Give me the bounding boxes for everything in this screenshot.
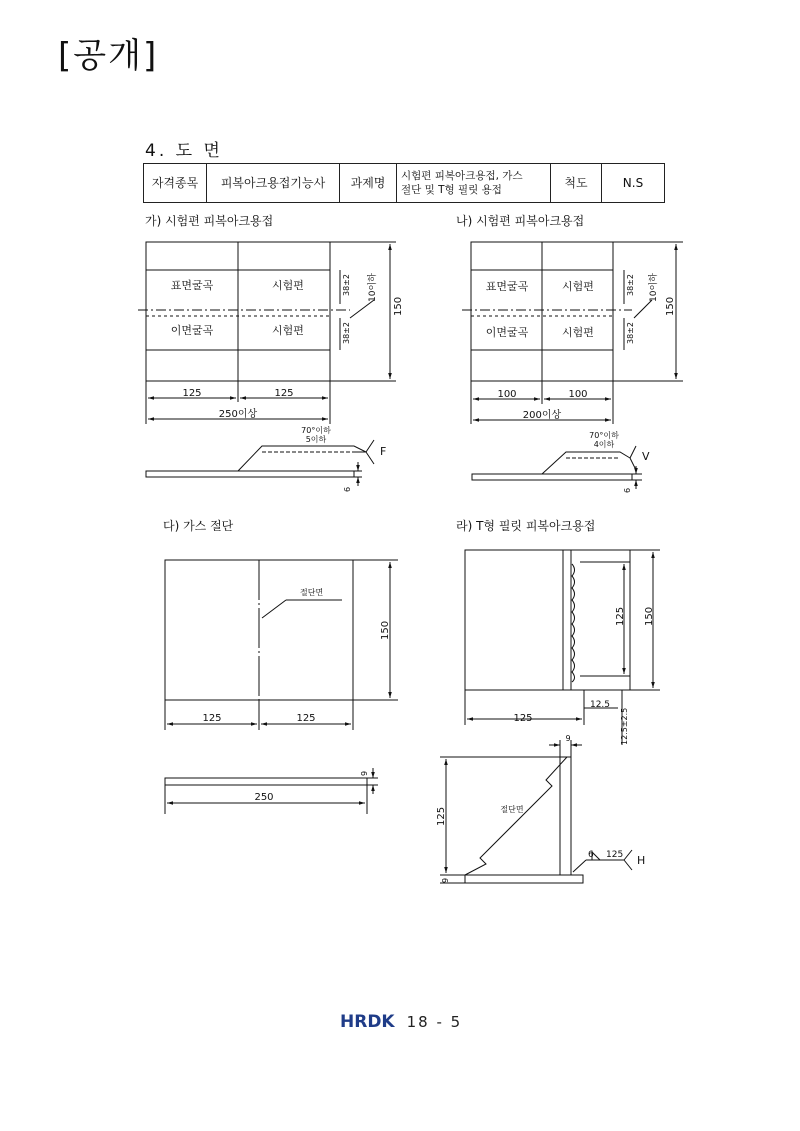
qualification-value: 피복아크용접기능사 [207,164,340,203]
panel-b-dim-2: 100 [568,389,588,400]
panel-d-base-thickness: 9 [441,877,450,883]
panel-b-side-mid: 10이하 [649,273,659,302]
panel-d-web-thickness: 9 [565,734,571,743]
panel-a-cell-tr: 시험편 [272,279,304,292]
panel-b-thickness: 6 [623,487,632,493]
panel-a-weld-note-2: 5이하 [305,435,327,444]
panel-c-thickness: 9 [360,770,369,776]
panel-b-dim-1: 100 [497,389,517,400]
panel-b-title: 나) 시험편 피복아크용접 [456,214,585,228]
label-scale: 척도 [551,164,602,203]
panel-c-dim-1: 125 [202,713,222,724]
panel-d [436,518,660,883]
panel-a-title: 가) 시험편 피복아크용접 [145,214,274,228]
panel-b-weld-note-2: 4이하 [593,440,615,449]
panel-b-section-plate [472,474,632,480]
panel-d-dim-bottom: 125 [513,713,533,724]
panel-b-weld-note-1: 70°이하 [589,431,619,440]
page-number: 18 - 5 [406,1013,463,1031]
panel-b-cell-bl: 이면굴곡 [485,326,529,339]
panel-b-dim-total: 200이상 [522,410,562,421]
panel-a-thickness: 6 [343,486,352,492]
panel-d-weld-size: 6 [588,850,594,860]
panel-d-height: 125 [436,806,447,826]
panel-a-cell-tl: 표면굴곡 [170,279,214,292]
panel-b-height: 150 [665,296,676,316]
panel-a-dim-total: 250이상 [218,409,258,420]
task-line-2: 절단 및 T형 필릿 용접 [401,184,502,196]
panel-c-height: 150 [380,620,391,640]
panel-d-cut-label: 절단면 [500,805,524,814]
panel-d-dim-small-v: 12.5±2.5 [620,707,629,745]
scale-value: N.S [602,164,665,203]
panel-a-weld-note-1: 70°이하 [301,426,331,435]
panel-d-dim-small: 12.5 [589,700,611,710]
panel-d-dim-150-v: 150 [644,606,655,626]
panel-a-section-plate [146,471,354,477]
label-task: 과제명 [340,164,397,203]
public-tag: [공개] [58,36,159,76]
panel-d-plate [465,550,630,690]
page-footer [340,1010,462,1034]
panel-d-dim-125-v: 125 [615,606,626,626]
panel-d-weld-code: H [637,854,646,867]
panel-c-plate-length: 250 [254,792,274,803]
panel-a-height: 150 [393,296,404,316]
panel-a-side-bottom: 38±2 [342,322,351,344]
panel-a-weld-code: F [380,445,387,458]
panel-c-title: 다) 가스 절단 [163,519,234,533]
panel-d-web-plate [560,757,571,875]
task-line-1: 시험편 피복아크용접, 가스 [401,170,523,182]
label-qualification: 자격종목 [144,164,207,203]
panel-a-dim-2: 125 [274,388,294,399]
panel-b [456,213,683,493]
panel-c-section-plate [165,778,367,785]
panel-b-cell-tr: 시험편 [562,280,594,293]
panel-b-cell-tl: 표면굴곡 [485,280,529,293]
panel-a-cell-bl: 이면굴곡 [170,324,214,337]
panel-a-side-top: 38±2 [342,274,351,296]
panel-a-side-mid: 10이하 [368,273,378,302]
panel-b-weld-code: V [642,450,650,463]
panel-d-weld-length: 125 [606,850,624,860]
panel-c-dim-2: 125 [296,713,316,724]
panel-d-title: 라) T형 필릿 피복아크용접 [456,519,596,533]
panel-a [138,213,404,492]
panel-b-side-bottom: 38±2 [626,322,635,344]
panel-c [163,518,398,814]
panel-a-dim-1: 125 [182,388,202,399]
panel-c-cut-label: 절단면 [300,588,324,597]
panel-b-side-top: 38±2 [626,274,635,296]
panel-d-base-plate [465,875,583,883]
hrdk-logo: HRDK [340,1012,395,1032]
panel-b-cell-br: 시험편 [562,326,594,339]
section-heading: 4. 도 면 [145,141,223,161]
panel-a-cell-br: 시험편 [272,324,304,337]
